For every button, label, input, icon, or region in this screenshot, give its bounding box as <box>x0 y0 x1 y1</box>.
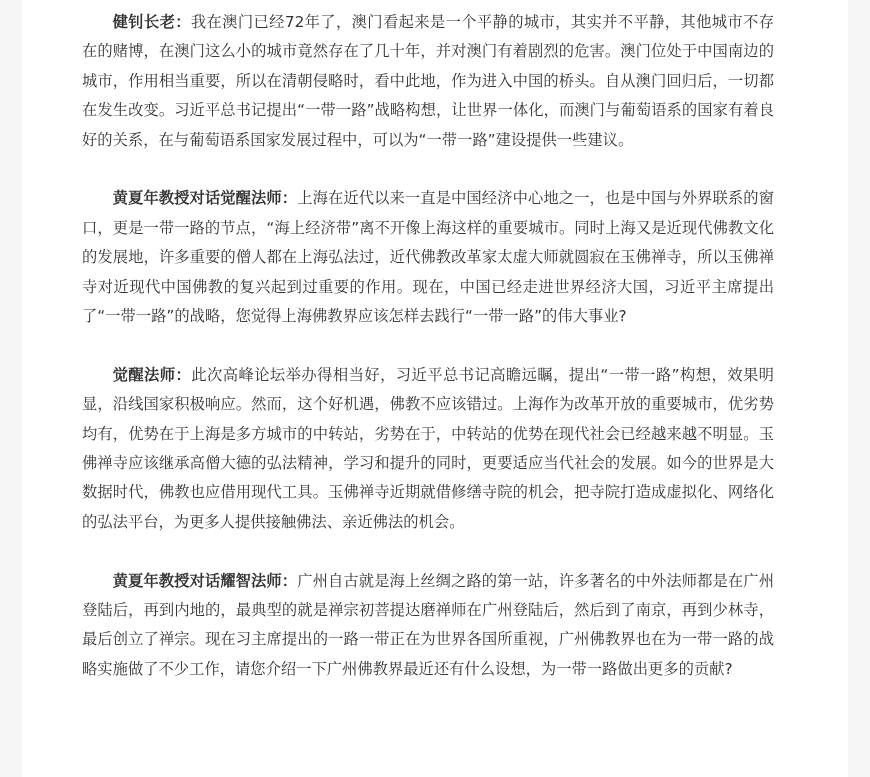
article-body <box>82 8 774 714</box>
paragraph-huang-yaozhi <box>82 567 774 685</box>
paragraph-huang-juexing <box>82 184 774 331</box>
paragraph-text: 此次高峰论坛举办得相当好，习近平总书记高瞻远瞩，提出“一带一路”构想，效果明显，沿线国家积极响应。然而，这个好机遇，佛教不应该错过。上海作为改革开放的重要城市，优劣势均有，优势在于上海是多方城市的中转站，劣势在于，中转站的优势在现代社会已经越来越不明显。玉佛禅寺应该继承高僧大德的弘法精神，学习和提升的同时，更要适应当代社会的发展。如今的世界是大数据时代，佛教也应借用现代工具。玉佛禅寺近期就借修缮寺院的机会，把寺院打造成虚拟化、网络化的弘法平台，为更多人提供接触佛法、亲近佛法的机会。 <box>82 365 774 531</box>
paragraph-text: 广州自古就是海上丝绸之路的第一站，许多著名的中外法师都是在广州登陆后，再到内地的，最典型的就是禅宗初菩提达磨禅师在广州登陆后，然后到了南京，再到少林寺，最后创立了禅宗。现在习主席提出的一路一带正在为世界各国所重视，广州佛教界也在为一带一路的战略实施做了不少工作，请您介绍一下广州佛教界最近还有什么设想，为一带一路做出更多的贡献? <box>82 571 774 678</box>
speaker-label: 黄夏年教授对话耀智法师： <box>112 571 298 590</box>
speaker-label: 黄夏年教授对话觉醒法师： <box>112 189 298 208</box>
paragraph-text: 我在澳门已经72年了，澳门看起来是一个平静的城市，其实并不平静，其他城市不存在的赌博，在澳门这么小的城市竟然存在了几十年，并对澳门有着剧烈的危害。澳门位处于中国南边的城市，作用相当重要，所以在清朝侵略时，看中此地，作为进入中国的桥头。自从澳门回归后，一切都在发生改变。习近平总书记提出“一带一路”战略构想，让世界一体化，而澳门与葡萄语系的国家有着良好的关系，在与葡萄语系国家发展过程中，可以为“一带一路”建设提供一些建议。 <box>82 13 774 149</box>
speaker-label: 觉醒法师： <box>112 365 192 384</box>
page-background <box>22 0 848 777</box>
speaker-label: 健钊长老： <box>112 13 191 31</box>
paragraph-juexing <box>82 361 774 537</box>
paragraph-jianzhao <box>82 8 774 155</box>
paragraph-text: 上海在近代以来一直是中国经济中心地之一，也是中国与外界联系的窗口，更是一带一路的节点，“海上经济带”离不开像上海这样的重要城市。同时上海又是近现代佛教文化的发展地，许多重要的僧人都在上海弘法过，近代佛教改革家太虚大师就圆寂在玉佛禅寺，所以玉佛禅寺对近现代中国佛教的复兴起到过重要的作用。现在，中国已经走进世界经济大国，习近平主席提出了“一带一路”的战略，您觉得上海佛教界应该怎样去践行“一带一路”的伟大事业? <box>82 189 774 326</box>
